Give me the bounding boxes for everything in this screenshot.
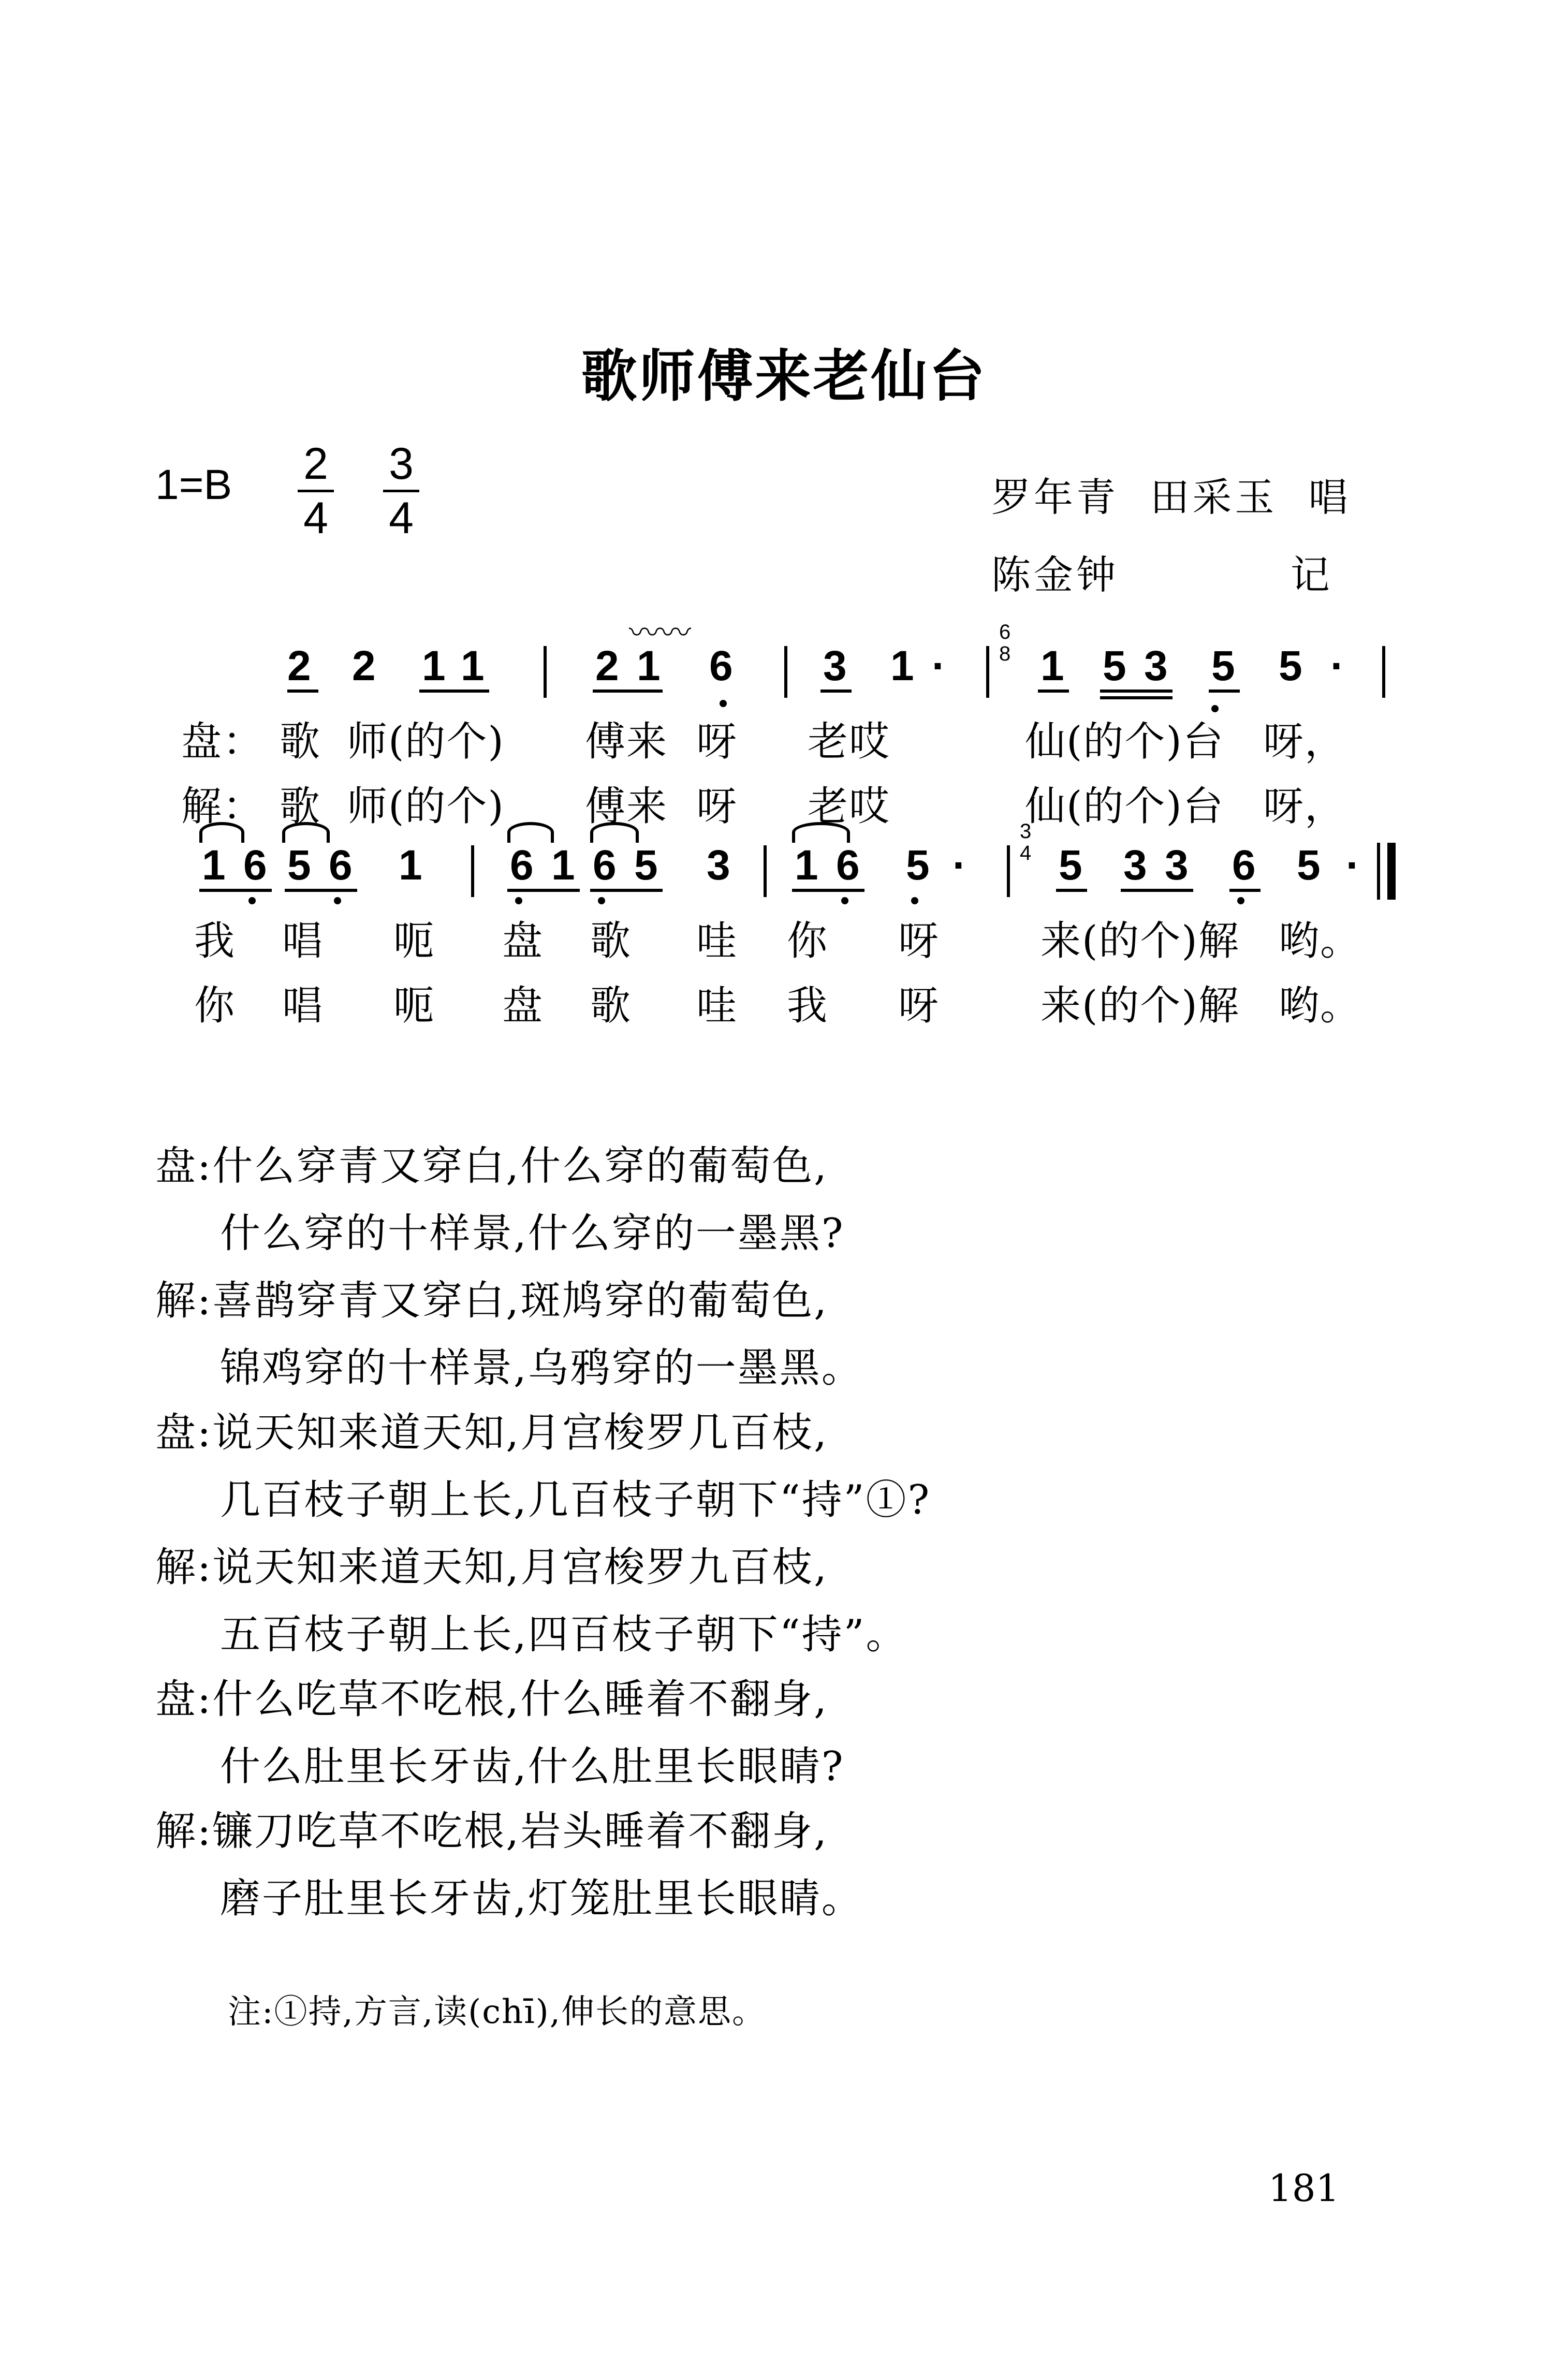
time-sig-numerator: 3 xyxy=(389,439,414,489)
bar-line xyxy=(764,845,767,897)
note: 5 xyxy=(1211,642,1235,690)
bar-line xyxy=(1007,845,1010,897)
bar-line xyxy=(784,646,787,698)
time-signature-2-4 xyxy=(298,440,334,542)
lyric: 呀 xyxy=(696,718,738,765)
note: 1 xyxy=(422,642,446,690)
slur xyxy=(199,822,244,843)
lyric: 呀 xyxy=(898,918,940,964)
note: 5 xyxy=(1279,642,1302,690)
bar-line xyxy=(471,845,474,897)
note: · xyxy=(952,842,967,889)
lyric: 我 xyxy=(194,918,236,964)
lyric: 你 xyxy=(194,982,236,1029)
verse-line: 什么穿的十样景,什么穿的一墨黑? xyxy=(220,1210,845,1257)
lyric: 盘 xyxy=(502,982,544,1029)
note: 6 xyxy=(709,642,733,690)
page-title: 歌师傅来老仙台 xyxy=(581,344,987,409)
lyric: 傅来 xyxy=(585,783,668,830)
verse-line: 解:镰刀吃草不吃根,岩头睡着不翻身, xyxy=(155,1808,828,1855)
note: 5 xyxy=(1103,642,1126,690)
note: · xyxy=(1346,842,1360,889)
note: 1 xyxy=(890,642,914,690)
lyric: 哇 xyxy=(696,982,738,1029)
note: 2 xyxy=(595,642,619,690)
lyric: 来(的个)解 xyxy=(1041,918,1240,964)
note: 3 xyxy=(707,842,730,889)
low-octave-dot xyxy=(248,897,256,904)
note: 6 xyxy=(243,842,267,889)
lyric: 我 xyxy=(787,982,829,1029)
fraction-bar xyxy=(298,490,334,492)
note: 5 xyxy=(1297,842,1321,889)
low-octave-dot xyxy=(911,897,918,904)
note: 2 xyxy=(287,642,311,690)
low-octave-dot xyxy=(515,897,522,904)
underline-beam xyxy=(1209,690,1240,693)
verse-line: 盘:什么穿青又穿白,什么穿的葡萄色, xyxy=(155,1143,828,1190)
underline-beam xyxy=(507,889,580,892)
lyric: 歌 xyxy=(590,918,632,964)
meter-change-mark: 6 8 xyxy=(999,621,1011,665)
note: 6 xyxy=(329,842,353,889)
final-bar-line-thin xyxy=(1377,843,1380,900)
time-sig-denominator: 4 xyxy=(389,493,414,543)
underline-beam xyxy=(1229,889,1261,892)
time-sig-denominator: 4 xyxy=(303,493,328,543)
note: · xyxy=(1330,642,1345,690)
slur xyxy=(507,822,554,843)
verse-line: 几百枝子朝上长,几百枝子朝下“持”①? xyxy=(220,1477,931,1523)
underline-beam xyxy=(593,690,663,693)
note: 3 xyxy=(1144,642,1168,690)
singers-credit: 罗年青 田采玉 唱 xyxy=(991,474,1351,520)
underline-beam xyxy=(1121,889,1193,892)
note: 6 xyxy=(836,842,860,889)
lyric: 呀 xyxy=(696,783,738,830)
lyric: 哇 xyxy=(696,918,738,964)
underline-beam xyxy=(792,889,864,892)
lyric: 来(的个)解 xyxy=(1041,982,1240,1029)
verse-line: 锦鸡穿的十样景,乌鸦穿的一墨黑。 xyxy=(220,1345,863,1391)
note: 6 xyxy=(510,842,534,889)
underline-beam xyxy=(820,690,852,693)
note: 5 xyxy=(287,842,311,889)
note: 3 xyxy=(1123,842,1147,889)
lyric-prefix: 盘： xyxy=(181,718,265,765)
bar-line xyxy=(544,646,547,698)
lyric: 哟。 xyxy=(1279,918,1362,964)
lyric: 师(的个) xyxy=(347,783,505,830)
low-octave-dot xyxy=(720,700,727,707)
underline-beam xyxy=(419,690,489,693)
lyric: 唱 xyxy=(282,982,324,1029)
lyric: 你 xyxy=(787,918,829,964)
slur xyxy=(792,822,850,843)
note: 1 xyxy=(551,842,575,889)
verse-line: 解:喜鹊穿青又穿白,斑鸠穿的葡萄色, xyxy=(155,1278,828,1324)
underline-beam xyxy=(285,889,357,892)
lyric: 仙(的个)台 xyxy=(1025,718,1224,765)
lyric: 哟。 xyxy=(1279,982,1362,1029)
trill-ornament: 〰〰 xyxy=(629,615,691,651)
bar-line xyxy=(986,646,989,698)
note: 1 xyxy=(637,642,661,690)
low-octave-dot xyxy=(1237,897,1244,904)
lyric: 呀， xyxy=(1263,783,1346,830)
underline-beam xyxy=(1038,690,1069,693)
note: 5 xyxy=(634,842,658,889)
note: 2 xyxy=(352,642,376,690)
time-signature-3-4 xyxy=(383,440,419,542)
note: 5 xyxy=(906,842,930,889)
verse-line: 什么肚里长牙齿,什么肚里长眼睛? xyxy=(220,1743,845,1790)
verse-line: 盘:什么吃草不吃根,什么睡着不翻身, xyxy=(155,1676,828,1723)
underline-beam xyxy=(590,889,663,892)
meter-change-mark: 3 4 xyxy=(1020,820,1032,864)
underline-beam xyxy=(1056,889,1087,892)
recorder-credit: 陈金钟 记 xyxy=(991,552,1333,598)
lyric-prefix: 解： xyxy=(181,783,265,830)
low-octave-dot xyxy=(841,897,848,904)
note: 6 xyxy=(1232,842,1256,889)
note: 1 xyxy=(1041,642,1064,690)
lyric: 仙(的个)台 xyxy=(1025,783,1224,830)
lyric: 唱 xyxy=(282,918,324,964)
note: 1 xyxy=(795,842,818,889)
lyric: 老哎 xyxy=(808,718,891,765)
lyric: 呃 xyxy=(393,918,435,964)
lyric: 歌 xyxy=(590,982,632,1029)
underline-beam xyxy=(1100,696,1173,699)
note: 1 xyxy=(399,842,422,889)
verse-line: 五百枝子朝上长,四百枝子朝下“持”。 xyxy=(220,1611,908,1658)
final-bar-line-thick xyxy=(1387,843,1396,900)
lyric: 傅来 xyxy=(585,718,668,765)
bar-line xyxy=(1382,646,1385,698)
underline-beam xyxy=(287,690,318,693)
lyric: 老哎 xyxy=(808,783,891,830)
lyric: 歌 xyxy=(280,718,321,765)
lyric: 呀， xyxy=(1263,718,1346,765)
note: · xyxy=(932,642,946,690)
low-octave-dot xyxy=(598,897,605,904)
underline-beam xyxy=(199,889,272,892)
lyric: 师(的个) xyxy=(347,718,505,765)
lyric: 盘 xyxy=(502,918,544,964)
verse-line: 磨子肚里长牙齿,灯笼肚里长眼睛。 xyxy=(220,1875,863,1922)
lyric: 呀 xyxy=(898,982,940,1029)
note: 5 xyxy=(1059,842,1082,889)
fraction-bar xyxy=(383,490,419,492)
verse-line: 解:说天知来道天知,月宫梭罗九百枝, xyxy=(155,1544,828,1591)
verse-line: 盘:说天知来道天知,月宫梭罗几百枝, xyxy=(155,1410,828,1456)
slur xyxy=(590,822,639,843)
note: 3 xyxy=(823,642,847,690)
key-signature: 1=B xyxy=(155,461,232,508)
slur xyxy=(282,822,330,843)
underline-beam xyxy=(1100,690,1173,693)
low-octave-dot xyxy=(334,897,341,904)
note: 1 xyxy=(461,642,485,690)
page-number: 181 xyxy=(1268,2166,1340,2210)
note: 6 xyxy=(593,842,617,889)
footnote: 注:①持,方言,读(chī),伸长的意思。 xyxy=(228,1993,767,2031)
note: 1 xyxy=(202,842,226,889)
lyric: 歌 xyxy=(280,783,321,830)
lyric: 呃 xyxy=(393,982,435,1029)
note: 3 xyxy=(1165,842,1189,889)
time-sig-numerator: 2 xyxy=(303,439,328,489)
